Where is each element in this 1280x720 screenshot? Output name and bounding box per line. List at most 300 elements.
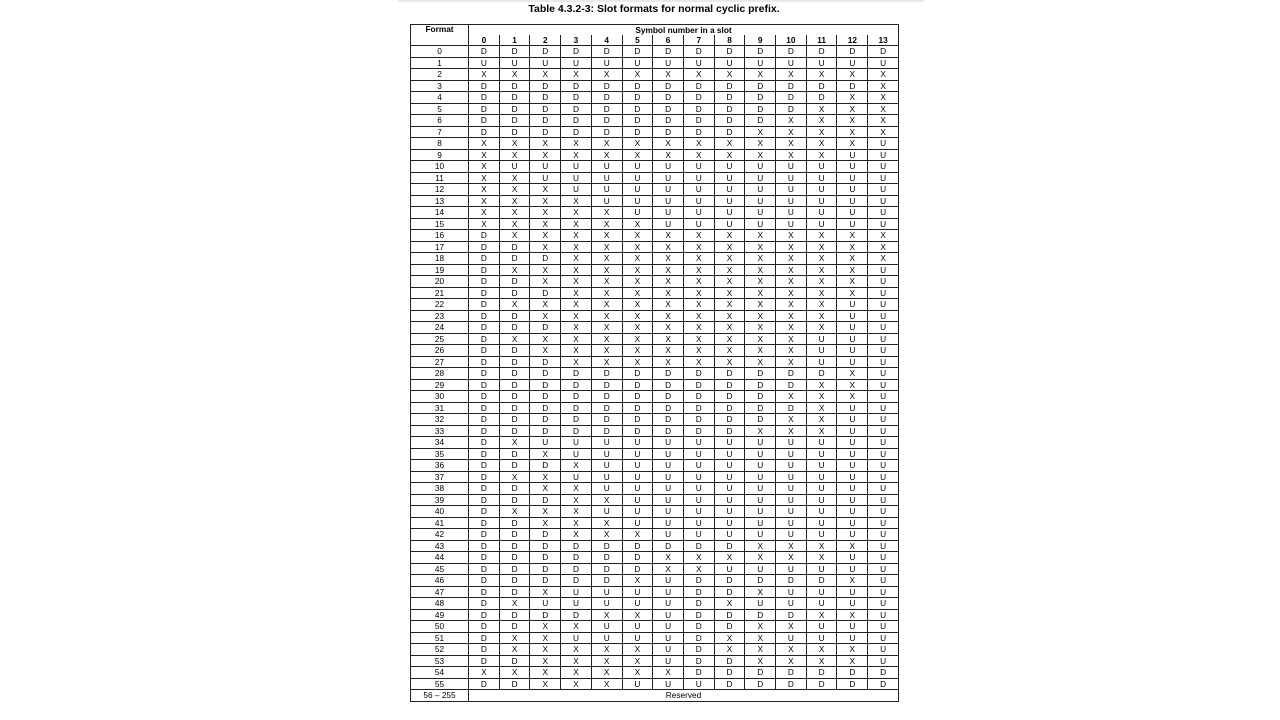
symbol-cell: X — [714, 345, 745, 357]
symbol-cell: X — [776, 264, 807, 276]
symbol-cell: X — [561, 264, 592, 276]
symbol-cell: D — [806, 80, 837, 92]
symbol-cell: U — [683, 506, 714, 518]
symbol-cell: U — [806, 345, 837, 357]
symbol-cell: X — [683, 276, 714, 288]
symbol-cell: X — [469, 218, 500, 230]
table-row — [411, 333, 899, 345]
symbol-cell: D — [561, 379, 592, 391]
symbol-cell: U — [837, 345, 868, 357]
symbol-cell: X — [683, 356, 714, 368]
symbol-cell: U — [868, 655, 899, 667]
symbol-cell: U — [591, 195, 622, 207]
symbol-cell: U — [868, 460, 899, 472]
symbol-cell: U — [776, 517, 807, 529]
symbol-cell: U — [745, 517, 776, 529]
symbol-cell: X — [561, 483, 592, 495]
symbol-cell: X — [776, 276, 807, 288]
format-cell: 45 — [411, 563, 469, 575]
symbol-cell: X — [653, 333, 684, 345]
symbol-cell: X — [591, 322, 622, 334]
symbol-cell: D — [591, 80, 622, 92]
symbol-cell: U — [561, 586, 592, 598]
symbol-cell: U — [653, 184, 684, 196]
symbol-cell: X — [622, 218, 653, 230]
table-row — [411, 149, 899, 161]
symbol-cell: X — [622, 644, 653, 656]
symbol-cell: U — [806, 563, 837, 575]
symbol-cell: U — [868, 494, 899, 506]
symbol-cell: D — [653, 103, 684, 115]
symbol-cell: X — [530, 310, 561, 322]
symbol-cell: D — [469, 356, 500, 368]
symbol-cell: U — [837, 517, 868, 529]
symbol-cell: X — [868, 115, 899, 127]
symbol-cell: X — [776, 149, 807, 161]
symbol-cell: U — [806, 471, 837, 483]
symbol-cell: U — [683, 437, 714, 449]
symbol-cell: D — [469, 575, 500, 587]
symbol-cell: D — [469, 632, 500, 644]
symbol-cell: U — [622, 621, 653, 633]
symbol-cell: D — [469, 276, 500, 288]
symbol-cell: X — [776, 621, 807, 633]
table-row — [411, 241, 899, 253]
symbol-cell: D — [745, 391, 776, 403]
symbol-cell: D — [499, 379, 530, 391]
symbol-cell: X — [530, 69, 561, 81]
symbol-cell: X — [622, 264, 653, 276]
format-cell: 35 — [411, 448, 469, 460]
symbol-cell: X — [745, 540, 776, 552]
table-row — [411, 506, 899, 518]
symbol-cell: U — [714, 506, 745, 518]
symbol-cell: X — [745, 126, 776, 138]
symbol-cell: X — [806, 287, 837, 299]
symbol-cell: X — [499, 69, 530, 81]
symbol-cell: X — [499, 333, 530, 345]
symbol-cell: U — [653, 437, 684, 449]
symbol-cell: U — [868, 437, 899, 449]
symbol-cell: D — [499, 540, 530, 552]
symbol-header-7: 7 — [683, 35, 714, 46]
symbol-cell: U — [868, 448, 899, 460]
symbol-cell: X — [591, 69, 622, 81]
symbol-cell: U — [806, 437, 837, 449]
symbol-cell: D — [622, 103, 653, 115]
symbol-cell: D — [469, 80, 500, 92]
symbol-cell: D — [806, 575, 837, 587]
symbol-cell: X — [683, 563, 714, 575]
format-cell: 23 — [411, 310, 469, 322]
symbol-cell: X — [745, 287, 776, 299]
symbol-cell: D — [469, 460, 500, 472]
symbol-cell: X — [714, 356, 745, 368]
symbol-cell: X — [622, 345, 653, 357]
symbol-cell: U — [868, 609, 899, 621]
symbol-cell: D — [653, 92, 684, 104]
symbol-cell: D — [530, 92, 561, 104]
format-cell: 13 — [411, 195, 469, 207]
symbol-cell: X — [683, 287, 714, 299]
symbol-cell: U — [714, 494, 745, 506]
symbol-cell: X — [745, 644, 776, 656]
symbol-cell: U — [837, 402, 868, 414]
symbol-cell: U — [776, 483, 807, 495]
symbol-cell: D — [622, 414, 653, 426]
symbol-cell: U — [714, 218, 745, 230]
symbol-cell: D — [622, 126, 653, 138]
symbol-cell: U — [561, 598, 592, 610]
symbol-cell: U — [806, 632, 837, 644]
table-row — [411, 299, 899, 311]
table-row — [411, 460, 899, 472]
symbol-cell: D — [745, 402, 776, 414]
symbol-cell: U — [806, 586, 837, 598]
symbol-cell: X — [530, 667, 561, 679]
symbol-cell: X — [622, 69, 653, 81]
symbol-cell: X — [653, 138, 684, 150]
symbol-cell: U — [683, 517, 714, 529]
symbol-cell: U — [591, 621, 622, 633]
symbol-cell: X — [499, 299, 530, 311]
symbol-cell: X — [745, 425, 776, 437]
symbol-cell: U — [868, 379, 899, 391]
symbol-cell: U — [868, 621, 899, 633]
symbol-cell: D — [776, 80, 807, 92]
symbol-cell: U — [714, 437, 745, 449]
symbol-cell: D — [530, 253, 561, 265]
symbol-cell: U — [622, 161, 653, 173]
symbol-cell: D — [469, 115, 500, 127]
symbol-cell: U — [653, 598, 684, 610]
symbol-cell: U — [776, 563, 807, 575]
symbol-cell: X — [530, 621, 561, 633]
symbol-cell: U — [868, 552, 899, 564]
symbol-cell: X — [683, 552, 714, 564]
symbol-cell: D — [683, 644, 714, 656]
symbol-cell: X — [469, 161, 500, 173]
symbol-cell: D — [499, 483, 530, 495]
symbol-cell: D — [499, 46, 530, 58]
symbol-cell: X — [806, 425, 837, 437]
format-cell: 31 — [411, 402, 469, 414]
symbol-cell: D — [683, 414, 714, 426]
symbol-cell: X — [776, 655, 807, 667]
symbol-cell: X — [776, 126, 807, 138]
symbol-cell: D — [469, 414, 500, 426]
symbol-cell: X — [745, 322, 776, 334]
symbol-cell: X — [561, 678, 592, 690]
symbol-cell: X — [561, 195, 592, 207]
symbol-cell: X — [591, 299, 622, 311]
symbol-cell: X — [868, 92, 899, 104]
symbol-cell: D — [714, 103, 745, 115]
symbol-cell: U — [622, 207, 653, 219]
symbol-cell: X — [622, 356, 653, 368]
symbol-cell: X — [776, 253, 807, 265]
symbol-cell: X — [837, 115, 868, 127]
symbol-cell: U — [745, 218, 776, 230]
table-row — [411, 448, 899, 460]
symbol-cell: D — [653, 379, 684, 391]
symbol-cell: X — [745, 276, 776, 288]
format-cell: 46 — [411, 575, 469, 587]
symbol-cell: X — [499, 644, 530, 656]
symbol-cell: X — [530, 138, 561, 150]
symbol-cell: U — [622, 448, 653, 460]
symbol-cell: D — [745, 609, 776, 621]
symbol-cell: U — [745, 184, 776, 196]
symbol-cell: X — [561, 218, 592, 230]
symbol-cell: D — [499, 356, 530, 368]
symbol-cell: D — [714, 92, 745, 104]
symbol-cell: U — [653, 655, 684, 667]
symbol-cell: D — [469, 529, 500, 541]
symbol-cell: U — [653, 483, 684, 495]
symbol-cell: U — [837, 218, 868, 230]
symbol-cell: X — [561, 149, 592, 161]
symbol-cell: X — [499, 264, 530, 276]
symbol-cell: U — [745, 448, 776, 460]
symbol-cell: U — [561, 161, 592, 173]
table-row — [411, 678, 899, 690]
symbol-cell: U — [868, 483, 899, 495]
symbol-cell: X — [591, 241, 622, 253]
symbol-cell: X — [714, 241, 745, 253]
symbol-cell: X — [806, 115, 837, 127]
symbol-cell: X — [653, 552, 684, 564]
symbol-cell: U — [622, 437, 653, 449]
symbol-cell: D — [469, 103, 500, 115]
symbol-cell: X — [714, 69, 745, 81]
symbol-cell: D — [776, 667, 807, 679]
symbol-cell: X — [745, 138, 776, 150]
symbol-cell: D — [469, 506, 500, 518]
symbol-cell: U — [683, 195, 714, 207]
reserved-label-cell: Reserved — [469, 690, 899, 702]
format-cell: 48 — [411, 598, 469, 610]
symbol-cell: X — [837, 138, 868, 150]
table-row — [411, 264, 899, 276]
symbol-cell: D — [530, 425, 561, 437]
symbol-cell: U — [868, 207, 899, 219]
format-cell: 18 — [411, 253, 469, 265]
symbol-cell: X — [837, 253, 868, 265]
symbol-cell: U — [776, 57, 807, 69]
symbol-cell: D — [622, 115, 653, 127]
symbol-cell: D — [683, 586, 714, 598]
symbol-cell: D — [530, 575, 561, 587]
symbol-cell: U — [653, 632, 684, 644]
symbol-cell: X — [561, 644, 592, 656]
symbol-cell: D — [868, 678, 899, 690]
symbol-cell: U — [622, 517, 653, 529]
symbol-cell: U — [806, 195, 837, 207]
symbol-cell: U — [622, 598, 653, 610]
symbol-cell: X — [591, 310, 622, 322]
symbol-cell: X — [776, 356, 807, 368]
symbol-cell: U — [530, 598, 561, 610]
symbol-cell: X — [653, 264, 684, 276]
table-row — [411, 667, 899, 679]
symbol-cell: D — [683, 621, 714, 633]
symbol-cell: X — [714, 322, 745, 334]
symbol-cell: D — [469, 517, 500, 529]
symbol-header-11: 11 — [806, 35, 837, 46]
symbol-cell: X — [469, 184, 500, 196]
symbol-cell: X — [499, 598, 530, 610]
symbol-cell: D — [683, 655, 714, 667]
symbol-cell: U — [868, 529, 899, 541]
symbol-cell: D — [868, 46, 899, 58]
symbol-cell: U — [561, 172, 592, 184]
format-cell: 53 — [411, 655, 469, 667]
symbol-cell: X — [806, 299, 837, 311]
symbol-cell: D — [530, 563, 561, 575]
symbol-cell: D — [837, 46, 868, 58]
symbol-cell: U — [776, 471, 807, 483]
symbol-cell: D — [469, 310, 500, 322]
symbol-cell: X — [499, 195, 530, 207]
symbol-cell: U — [561, 471, 592, 483]
symbol-cell: U — [837, 207, 868, 219]
symbol-cell: X — [868, 230, 899, 242]
format-cell: 20 — [411, 276, 469, 288]
symbol-cell: D — [776, 103, 807, 115]
symbol-cell: D — [561, 126, 592, 138]
symbol-cell: X — [806, 391, 837, 403]
table-row — [411, 540, 899, 552]
symbol-cell: U — [806, 172, 837, 184]
symbol-cell: D — [561, 609, 592, 621]
symbol-cell: D — [561, 368, 592, 380]
symbol-cell: X — [837, 69, 868, 81]
symbol-cell: U — [591, 632, 622, 644]
format-cell: 6 — [411, 115, 469, 127]
symbol-cell: X — [530, 184, 561, 196]
table-row — [411, 207, 899, 219]
symbol-cell: X — [683, 322, 714, 334]
symbol-cell: U — [714, 448, 745, 460]
symbol-cell: U — [745, 529, 776, 541]
symbol-cell: X — [745, 299, 776, 311]
symbol-cell: U — [806, 598, 837, 610]
symbol-cell: D — [499, 414, 530, 426]
symbol-cell: X — [745, 253, 776, 265]
symbol-cell: D — [469, 299, 500, 311]
symbol-cell: U — [683, 448, 714, 460]
symbol-cell: D — [469, 287, 500, 299]
symbol-cell: U — [591, 586, 622, 598]
symbol-cell: U — [837, 621, 868, 633]
symbol-cell: U — [714, 517, 745, 529]
format-cell: 34 — [411, 437, 469, 449]
symbol-cell: D — [714, 402, 745, 414]
format-cell: 21 — [411, 287, 469, 299]
table-row — [411, 529, 899, 541]
format-cell: 16 — [411, 230, 469, 242]
symbol-cell: U — [714, 563, 745, 575]
symbol-cell: X — [561, 276, 592, 288]
symbol-cell: D — [499, 126, 530, 138]
symbol-cell: D — [591, 414, 622, 426]
format-cell: 26 — [411, 345, 469, 357]
symbol-cell: X — [776, 345, 807, 357]
symbol-cell: U — [653, 195, 684, 207]
symbol-cell: D — [530, 494, 561, 506]
symbol-cell: U — [622, 471, 653, 483]
symbol-cell: X — [530, 241, 561, 253]
symbol-cell: D — [561, 80, 592, 92]
symbol-cell: D — [469, 448, 500, 460]
format-cell: 24 — [411, 322, 469, 334]
symbol-cell: U — [776, 598, 807, 610]
symbol-cell: U — [714, 57, 745, 69]
symbol-cell: D — [622, 368, 653, 380]
symbol-cell: D — [622, 402, 653, 414]
symbol-cell: X — [745, 149, 776, 161]
symbol-cell: D — [653, 425, 684, 437]
symbol-cell: D — [683, 609, 714, 621]
table-row — [411, 138, 899, 150]
symbol-cell: X — [622, 655, 653, 667]
symbol-cell: U — [591, 161, 622, 173]
symbol-cell: X — [776, 644, 807, 656]
symbol-cell: X — [776, 115, 807, 127]
table-title: Table 4.3.2-3: Slot formats for normal cyclic prefix. — [528, 3, 780, 15]
symbol-cell: X — [837, 287, 868, 299]
symbol-cell: U — [868, 218, 899, 230]
symbol-cell: X — [499, 172, 530, 184]
symbol-cell: D — [469, 598, 500, 610]
symbol-cell: U — [653, 172, 684, 184]
symbol-cell: X — [745, 333, 776, 345]
symbol-cell: X — [561, 667, 592, 679]
symbol-cell: U — [868, 322, 899, 334]
symbol-cell: U — [868, 517, 899, 529]
symbol-cell: X — [530, 207, 561, 219]
symbol-cell: U — [868, 149, 899, 161]
symbol-cell: X — [622, 276, 653, 288]
symbol-cell: U — [837, 598, 868, 610]
symbol-cell: X — [653, 299, 684, 311]
symbol-cell: D — [469, 494, 500, 506]
symbol-cell: X — [837, 655, 868, 667]
symbol-cell: X — [837, 230, 868, 242]
symbol-cell: U — [591, 437, 622, 449]
symbol-cell: X — [469, 138, 500, 150]
symbol-cell: D — [499, 253, 530, 265]
symbol-cell: D — [745, 92, 776, 104]
symbol-cell: X — [591, 517, 622, 529]
symbol-cell: D — [622, 391, 653, 403]
symbol-cell: U — [591, 460, 622, 472]
symbol-cell: U — [837, 172, 868, 184]
symbol-cell: U — [683, 678, 714, 690]
symbol-cell: U — [806, 529, 837, 541]
symbol-cell: D — [714, 655, 745, 667]
symbol-cell: D — [499, 621, 530, 633]
symbol-cell: D — [561, 563, 592, 575]
symbol-cell: X — [745, 69, 776, 81]
symbol-cell: U — [561, 448, 592, 460]
symbol-cell: U — [806, 506, 837, 518]
symbol-cell: U — [469, 57, 500, 69]
symbol-cell: U — [868, 333, 899, 345]
format-cell: 9 — [411, 149, 469, 161]
symbol-cell: X — [806, 241, 837, 253]
